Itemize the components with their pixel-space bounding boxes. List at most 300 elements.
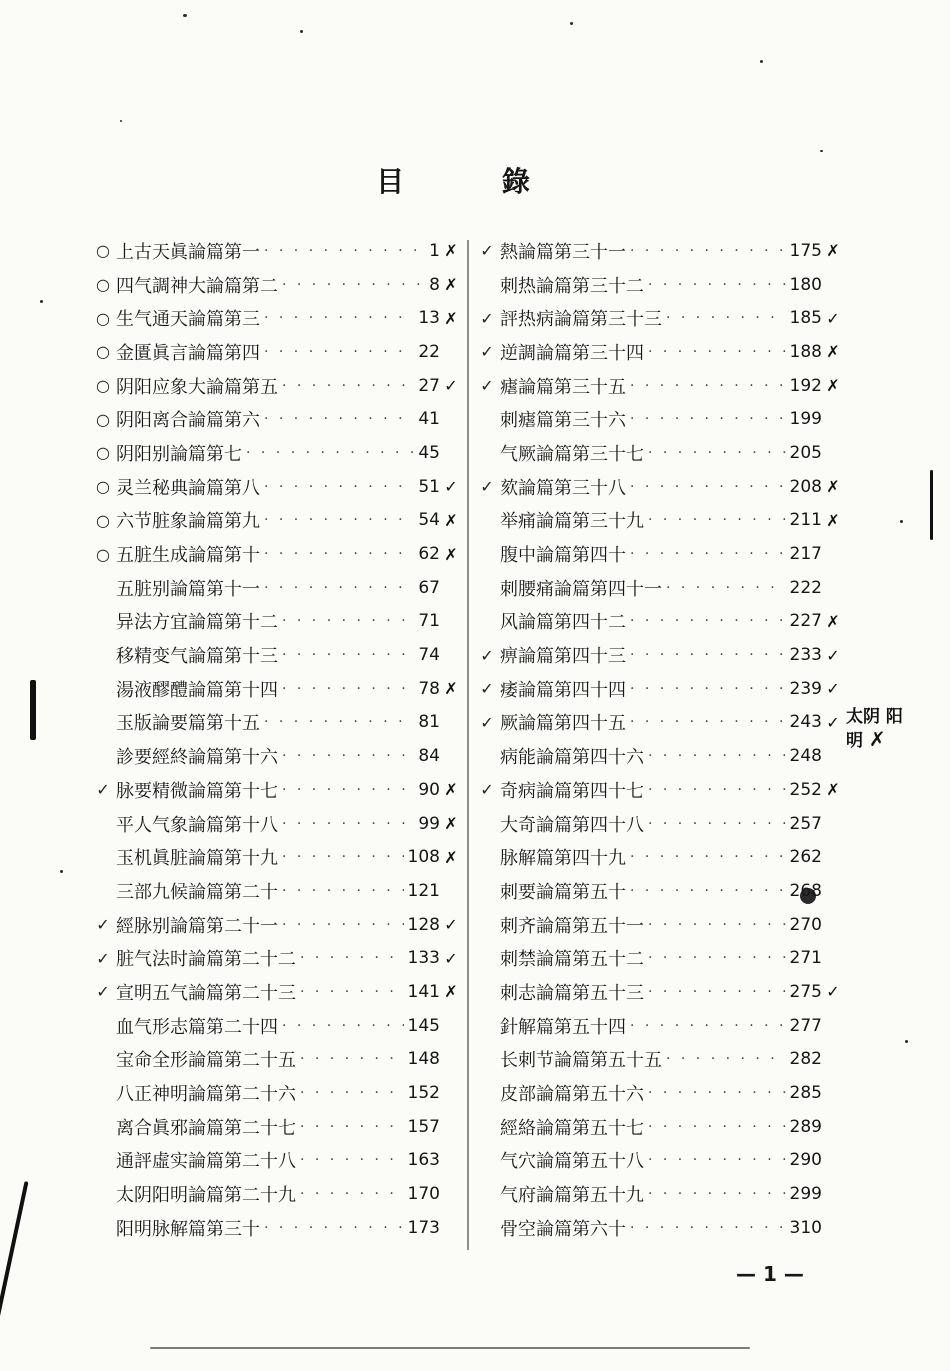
page-number: — 1 — xyxy=(736,1262,804,1286)
leader-dots xyxy=(282,378,414,394)
toc-entry-page: 45 xyxy=(418,442,440,463)
toc-entry xyxy=(90,402,462,436)
toc-entry-title: 經絡論篇第五十七 xyxy=(500,1117,644,1139)
handwritten-mark: ✓ xyxy=(96,982,110,1002)
toc-entry-title: 評热病論篇第三十三 xyxy=(500,309,662,331)
handwritten-tick: ✓ xyxy=(444,915,458,935)
toc-entry xyxy=(474,975,844,1009)
margin-note-text: 太阴 阳明 xyxy=(846,707,903,751)
handwritten-mark: ✓ xyxy=(480,712,494,732)
toc-entry-title: 皮部論篇第五十六 xyxy=(500,1084,644,1106)
toc-entry-title: 刺要論篇第五十 xyxy=(500,881,626,903)
toc-entry-page: 248 xyxy=(789,746,822,767)
toc-entry-title: 奇病論篇第四十七 xyxy=(500,780,644,802)
handwritten-mark: ✓ xyxy=(480,241,494,261)
handwritten-tick: ✓ xyxy=(826,982,840,1002)
handwritten-mark: ✓ xyxy=(96,780,110,800)
toc-entry xyxy=(474,1076,844,1110)
scan-speck xyxy=(40,300,43,303)
handwritten-mark: ✓ xyxy=(480,376,494,396)
handwritten-mark: ○ xyxy=(96,241,110,261)
toc-entry xyxy=(90,470,462,504)
handwritten-mark: ○ xyxy=(96,510,110,530)
handwritten-tick: ✓ xyxy=(826,712,840,732)
toc-entry-title: 玉版論要篇第十五 xyxy=(116,713,260,735)
toc-right-column xyxy=(474,234,844,1245)
toc-entry xyxy=(474,706,844,740)
handwritten-tick: ✓ xyxy=(826,679,840,699)
handwritten-tick: ✗ xyxy=(444,982,458,1002)
leader-dots xyxy=(282,917,404,933)
toc-entry xyxy=(474,402,844,436)
scan-speck xyxy=(820,150,823,152)
leader-dots xyxy=(630,1018,786,1034)
handwritten-mark: ✓ xyxy=(480,679,494,699)
scan-speck xyxy=(905,1040,908,1043)
toc-entry xyxy=(474,571,844,605)
toc-entry xyxy=(474,739,844,773)
toc-entry-page: 74 xyxy=(418,645,440,666)
handwritten-tick: ✓ xyxy=(444,477,458,497)
toc-entry-page: 285 xyxy=(789,1083,822,1104)
toc-entry-title: 脉解篇第四十九 xyxy=(500,848,626,870)
leader-dots xyxy=(282,782,414,798)
toc-entry-page: 67 xyxy=(418,577,440,598)
leader-dots xyxy=(648,816,786,832)
leader-dots xyxy=(630,479,786,495)
handwritten-tick: ✓ xyxy=(444,376,458,396)
leader-dots xyxy=(630,714,786,730)
toc-entry xyxy=(474,1144,844,1178)
leader-dots xyxy=(264,479,414,495)
toc-entry xyxy=(90,1177,462,1211)
scan-speck xyxy=(760,60,763,63)
toc-entry-title: 骨空論篇第六十 xyxy=(500,1218,626,1240)
toc-entry xyxy=(90,773,462,807)
toc-entry xyxy=(90,874,462,908)
handwritten-tick: ✗ xyxy=(826,611,840,631)
toc-entry xyxy=(90,1110,462,1144)
leader-dots xyxy=(648,344,786,360)
margin-ink-stroke xyxy=(930,470,933,540)
toc-entry-title: 刺热論篇第三十二 xyxy=(500,275,644,297)
leader-dots xyxy=(648,1119,786,1135)
toc-entry-page: 13 xyxy=(418,308,440,329)
leader-dots xyxy=(282,883,404,899)
scan-speck xyxy=(570,22,573,25)
toc-entry xyxy=(90,268,462,302)
toc-entry-title: 金匱眞言論篇第四 xyxy=(116,342,260,364)
leader-dots xyxy=(630,378,786,394)
leader-dots xyxy=(282,849,404,865)
toc-entry xyxy=(90,504,462,538)
toc-entry-page: 290 xyxy=(789,1150,822,1171)
toc-entry-title: 风論篇第四十二 xyxy=(500,612,626,634)
toc-entry-title: 八正神明論篇第二十六 xyxy=(116,1084,296,1106)
toc-entry xyxy=(90,1144,462,1178)
scan-speck xyxy=(60,870,63,873)
handwritten-tick: ✗ xyxy=(444,275,458,295)
toc-entry xyxy=(474,301,844,335)
leader-dots xyxy=(282,748,414,764)
toc-entry xyxy=(474,504,844,538)
toc-entry xyxy=(474,234,844,268)
toc-entry xyxy=(90,369,462,403)
margin-ink-stroke xyxy=(30,680,36,740)
toc-entry-page: 90 xyxy=(418,779,440,800)
toc-entry-page: 275 xyxy=(789,981,822,1002)
handwritten-mark: ✓ xyxy=(96,915,110,935)
toc-entry-page: 277 xyxy=(789,1015,822,1036)
toc-entry-page: 128 xyxy=(407,914,440,935)
leader-dots xyxy=(666,1051,786,1067)
toc-entry-page: 27 xyxy=(418,375,440,396)
leader-dots xyxy=(282,816,414,832)
handwritten-tick: ✗ xyxy=(444,308,458,328)
toc-entry-page: 8 xyxy=(429,274,440,295)
leader-dots xyxy=(264,580,414,596)
handwritten-tick: ✓ xyxy=(826,308,840,328)
handwritten-tick: ✗ xyxy=(444,847,458,867)
toc-entry-page: 78 xyxy=(418,678,440,699)
toc-entry-page: 185 xyxy=(789,308,822,329)
leader-dots xyxy=(264,310,414,326)
toc-entry xyxy=(90,1076,462,1110)
toc-entry xyxy=(90,1009,462,1043)
toc-entry-page: 239 xyxy=(789,678,822,699)
toc-entry xyxy=(90,301,462,335)
handwritten-tick: ✗ xyxy=(444,241,458,261)
toc-entry xyxy=(474,470,844,504)
handwritten-mark: ○ xyxy=(96,376,110,396)
toc-entry-page: 199 xyxy=(789,409,822,430)
toc-entry-title: 痹論篇第四十三 xyxy=(500,646,626,668)
toc-entry-page: 81 xyxy=(418,712,440,733)
toc-entry-title: 气府論篇第五十九 xyxy=(500,1185,644,1207)
toc-entry-page: 222 xyxy=(789,577,822,598)
leader-dots xyxy=(282,647,414,663)
leader-dots xyxy=(300,1119,404,1135)
toc-entry-page: 252 xyxy=(789,779,822,800)
toc-entry xyxy=(474,874,844,908)
handwritten-tick: ✗ xyxy=(826,510,840,530)
toc-entry-title: 阴阳应象大論篇第五 xyxy=(116,376,278,398)
toc-entry-title: 四气調神大論篇第二 xyxy=(116,275,278,297)
leader-dots xyxy=(648,917,786,933)
leader-dots xyxy=(630,411,786,427)
toc-entry-page: 180 xyxy=(789,274,822,295)
toc-entry xyxy=(90,739,462,773)
toc-entry-page: 152 xyxy=(407,1083,440,1104)
handwritten-tick: ✗ xyxy=(444,780,458,800)
leader-dots xyxy=(648,950,786,966)
toc-entry-title: 瘧論篇第三十五 xyxy=(500,376,626,398)
leader-dots xyxy=(648,277,786,293)
toc-entry xyxy=(90,638,462,672)
toc-entry-page: 62 xyxy=(418,544,440,565)
toc-entry-title: 刺腰痛論篇第四十一 xyxy=(500,578,662,600)
toc-entry xyxy=(474,1211,844,1245)
toc-entry xyxy=(474,1009,844,1043)
toc-entry-page: 148 xyxy=(407,1049,440,1070)
toc-entry-page: 268 xyxy=(789,880,822,901)
toc-entry xyxy=(474,807,844,841)
margin-note-mark: ✗ xyxy=(868,727,886,751)
toc-entry xyxy=(90,975,462,1009)
leader-dots xyxy=(264,411,414,427)
handwritten-tick: ✗ xyxy=(444,510,458,530)
scan-speck xyxy=(183,14,187,17)
toc-entry-title: 刺禁論篇第五十二 xyxy=(500,949,644,971)
toc-entry-title: 血气形志篇第二十四 xyxy=(116,1016,278,1038)
toc-entry xyxy=(474,335,844,369)
toc-entry-title: 五脏生成論篇第十 xyxy=(116,545,260,567)
toc-entry-title: 离合眞邪論篇第二十七 xyxy=(116,1117,296,1139)
toc-entry-title: 針解篇第五十四 xyxy=(500,1016,626,1038)
toc-entry xyxy=(90,941,462,975)
toc-entry-page: 175 xyxy=(789,240,822,261)
toc-entry-title: 气厥論篇第三十七 xyxy=(500,443,644,465)
leader-dots xyxy=(648,1085,786,1101)
leader-dots xyxy=(648,445,786,461)
handwritten-margin-note xyxy=(846,706,906,752)
toc-entry-title: 診要經終論篇第十六 xyxy=(116,747,278,769)
leader-dots xyxy=(648,1186,786,1202)
toc-entry-page: 84 xyxy=(418,746,440,767)
toc-entry-title: 通評虛实論篇第二十八 xyxy=(116,1151,296,1173)
toc-left-column xyxy=(90,234,462,1245)
handwritten-tick: ✗ xyxy=(444,679,458,699)
toc-entry-title: 逆調論篇第三十四 xyxy=(500,342,644,364)
leader-dots xyxy=(300,984,404,1000)
handwritten-tick: ✗ xyxy=(826,342,840,362)
leader-dots xyxy=(630,647,786,663)
toc-entry-title: 脏气法时論篇第二十二 xyxy=(116,949,296,971)
toc-entry-title: 三部九候論篇第二十 xyxy=(116,881,278,903)
toc-entry-page: 205 xyxy=(789,442,822,463)
leader-dots xyxy=(648,748,786,764)
handwritten-mark: ✓ xyxy=(480,645,494,665)
toc-entry-page: 145 xyxy=(407,1015,440,1036)
page-title: 目 錄 xyxy=(376,165,574,198)
toc-entry xyxy=(90,908,462,942)
toc-entry-title: 举痛論篇第三十九 xyxy=(500,511,644,533)
toc-entry-page: 257 xyxy=(789,813,822,834)
toc-entry xyxy=(474,369,844,403)
toc-entry xyxy=(90,706,462,740)
toc-entry-page: 133 xyxy=(407,948,440,969)
leader-dots xyxy=(300,1152,404,1168)
handwritten-mark: ○ xyxy=(96,342,110,362)
toc-entry xyxy=(474,268,844,302)
leader-dots xyxy=(630,883,786,899)
toc-entry-title: 宝命全形論篇第二十五 xyxy=(116,1050,296,1072)
toc-entry-title: 脉要精微論篇第十七 xyxy=(116,780,278,802)
toc-entry-page: 208 xyxy=(789,476,822,497)
toc-entry-page: 271 xyxy=(789,948,822,969)
leader-dots xyxy=(630,546,786,562)
toc-entry xyxy=(474,773,844,807)
toc-entry-page: 108 xyxy=(407,847,440,868)
toc-entry xyxy=(474,672,844,706)
toc-entry-page: 192 xyxy=(789,375,822,396)
toc-entry-page: 262 xyxy=(789,847,822,868)
toc-entry-title: 异法方宜論篇第十二 xyxy=(116,612,278,634)
toc-entry-title: 刺齐論篇第五十一 xyxy=(500,915,644,937)
leader-dots xyxy=(264,714,414,730)
leader-dots xyxy=(300,1051,404,1067)
toc-entry-title: 平人气象論篇第十八 xyxy=(116,814,278,836)
toc-entry-page: 243 xyxy=(789,712,822,733)
toc-entry xyxy=(90,672,462,706)
leader-dots xyxy=(648,782,786,798)
toc-entry-title: 病能論篇第四十六 xyxy=(500,747,644,769)
toc-entry-page: 41 xyxy=(418,409,440,430)
margin-ink-stroke xyxy=(0,1181,29,1319)
handwritten-tick: ✗ xyxy=(826,241,840,261)
handwritten-tick: ✗ xyxy=(826,477,840,497)
scan-speck xyxy=(900,520,903,523)
toc-entry-title: 腹中論篇第四十 xyxy=(500,545,626,567)
toc-entry-page: 157 xyxy=(407,1116,440,1137)
handwritten-tick: ✓ xyxy=(444,948,458,968)
toc-entry-title: 厥論篇第四十五 xyxy=(500,713,626,735)
leader-dots xyxy=(300,1186,404,1202)
toc-entry xyxy=(474,537,844,571)
leader-dots xyxy=(282,681,414,697)
toc-entry-title: 湯液醪醴論篇第十四 xyxy=(116,679,278,701)
toc-entry xyxy=(474,1177,844,1211)
toc-entry-page: 173 xyxy=(407,1217,440,1238)
toc-entry xyxy=(474,638,844,672)
toc-entry xyxy=(90,1043,462,1077)
handwritten-mark: ○ xyxy=(96,409,110,429)
toc-entry-page: 289 xyxy=(789,1116,822,1137)
toc-entry xyxy=(474,1110,844,1144)
handwritten-mark: ○ xyxy=(96,477,110,497)
toc-entry-page: 270 xyxy=(789,914,822,935)
handwritten-tick: ✗ xyxy=(826,376,840,396)
leader-dots xyxy=(630,1220,786,1236)
toc-entry-title: 六节脏象論篇第九 xyxy=(116,511,260,533)
toc-entry xyxy=(474,840,844,874)
scan-speck xyxy=(300,30,303,33)
toc-entry-title: 大奇論篇第四十八 xyxy=(500,814,644,836)
toc-entry-title: 經脉别論篇第二十一 xyxy=(116,915,278,937)
handwritten-tick: ✓ xyxy=(826,645,840,665)
toc-entry-page: 310 xyxy=(789,1217,822,1238)
toc-entry xyxy=(90,840,462,874)
scan-speck xyxy=(120,120,122,122)
handwritten-mark: ✓ xyxy=(480,342,494,362)
toc-entry-page: 211 xyxy=(789,510,822,531)
handwritten-mark: ✓ xyxy=(480,308,494,328)
handwritten-mark: ✓ xyxy=(480,477,494,497)
handwritten-tick: ✗ xyxy=(826,780,840,800)
toc-entry-page: 54 xyxy=(418,510,440,531)
handwritten-mark: ✓ xyxy=(480,780,494,800)
handwritten-mark: ○ xyxy=(96,443,110,463)
toc-entry-title: 五脏别論篇第十一 xyxy=(116,578,260,600)
toc-entry xyxy=(474,1043,844,1077)
toc-entry-page: 170 xyxy=(407,1184,440,1205)
toc-entry-page: 22 xyxy=(418,341,440,362)
toc-entry xyxy=(90,807,462,841)
toc-entry-title: 阴阳离合論篇第六 xyxy=(116,410,260,432)
leader-dots xyxy=(630,681,786,697)
leader-dots xyxy=(264,243,425,259)
leader-dots xyxy=(282,613,414,629)
toc-entry-page: 163 xyxy=(407,1150,440,1171)
toc-entry-title: 欬論篇第三十八 xyxy=(500,477,626,499)
toc-entry xyxy=(474,908,844,942)
bottom-edge-line xyxy=(150,1347,750,1349)
toc-entry-title: 宣明五气論篇第二十三 xyxy=(116,982,296,1004)
toc-entry xyxy=(90,1211,462,1245)
toc-entry xyxy=(90,537,462,571)
handwritten-mark: ✓ xyxy=(96,948,110,968)
toc-entry-page: 99 xyxy=(418,813,440,834)
leader-dots xyxy=(282,1018,404,1034)
leader-dots xyxy=(630,243,786,259)
toc-entry xyxy=(90,571,462,605)
handwritten-mark: ○ xyxy=(96,544,110,564)
toc-entry-title: 移精变气論篇第十三 xyxy=(116,646,278,668)
toc-entry-page: 227 xyxy=(789,611,822,632)
toc-entry xyxy=(90,234,462,268)
toc-entry xyxy=(90,436,462,470)
leader-dots xyxy=(666,580,786,596)
toc-entry-title: 生气通天論篇第三 xyxy=(116,309,260,331)
column-divider xyxy=(467,240,469,1250)
leader-dots xyxy=(648,512,786,528)
toc-entry-page: 51 xyxy=(418,476,440,497)
toc-entry-page: 71 xyxy=(418,611,440,632)
toc-entry xyxy=(90,605,462,639)
leader-dots xyxy=(630,613,786,629)
toc-entry-page: 1 xyxy=(429,240,440,261)
leader-dots xyxy=(264,546,414,562)
toc-entry-page: 121 xyxy=(407,880,440,901)
leader-dots xyxy=(648,984,786,1000)
leader-dots xyxy=(300,1085,404,1101)
leader-dots xyxy=(264,1220,404,1236)
leader-dots xyxy=(300,950,404,966)
toc-entry xyxy=(474,941,844,975)
leader-dots xyxy=(246,445,414,461)
leader-dots xyxy=(264,512,414,528)
leader-dots xyxy=(648,1152,786,1168)
toc-entry-title: 刺瘧篇第三十六 xyxy=(500,410,626,432)
handwritten-tick: ✗ xyxy=(444,544,458,564)
toc-entry-title: 痿論篇第四十四 xyxy=(500,679,626,701)
leader-dots xyxy=(282,277,425,293)
toc-entry-title: 太阴阳明論篇第二十九 xyxy=(116,1185,296,1207)
toc-entry-title: 阴阳别論篇第七 xyxy=(116,443,242,465)
toc-entry-title: 气穴論篇第五十八 xyxy=(500,1151,644,1173)
handwritten-tick: ✗ xyxy=(444,814,458,834)
toc-entry xyxy=(474,605,844,639)
leader-dots xyxy=(630,849,786,865)
toc-entry xyxy=(474,436,844,470)
toc-entry-title: 刺志論篇第五十三 xyxy=(500,982,644,1004)
toc-entry-page: 233 xyxy=(789,645,822,666)
toc-entry-page: 299 xyxy=(789,1184,822,1205)
toc-entry-title: 灵兰秘典論篇第八 xyxy=(116,477,260,499)
toc-entry-page: 217 xyxy=(789,544,822,565)
toc-entry-page: 141 xyxy=(407,981,440,1002)
leader-dots xyxy=(264,344,414,360)
